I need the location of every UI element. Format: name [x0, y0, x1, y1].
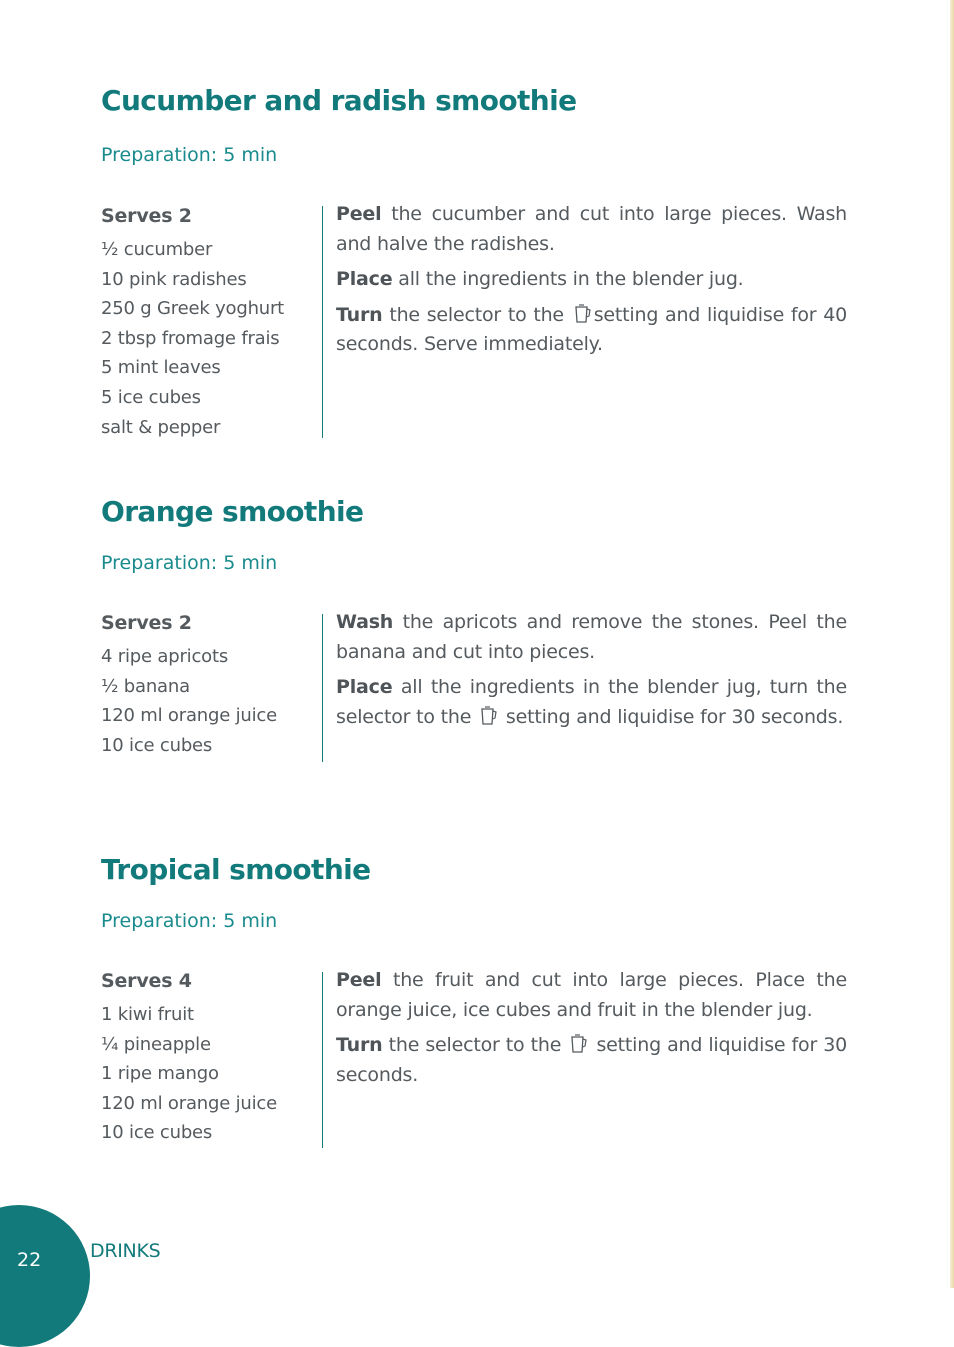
ingredient-item: salt & pepper — [101, 416, 221, 438]
step: Wash the apricots and remove the stones. Peel the banana and cut into pieces. — [336, 611, 847, 663]
ingredient-item: 2 tbsp fromage frais — [101, 327, 280, 349]
recipe-cucumber-radish — [101, 84, 847, 438]
column-divider — [322, 614, 323, 762]
method-steps — [336, 200, 847, 366]
ingredient-item: 120 ml orange juice — [101, 705, 277, 727]
step-verb: Peel — [336, 203, 382, 225]
ingredient-item: 250 g Greek yoghurt — [101, 298, 285, 320]
serves-label: Serves 2 — [101, 612, 192, 634]
blender-jug-icon — [479, 706, 498, 726]
recipe-title: Orange smoothie — [101, 495, 364, 528]
step: Turn the selector to the setting and liquidise for 40 seconds. Serve immediately. — [336, 303, 847, 355]
step: Turn the selector to the setting and liquidise for 30 seconds. — [336, 1034, 848, 1086]
ingredient-item: 5 ice cubes — [101, 386, 201, 408]
page-edge — [950, 0, 954, 1288]
ingredients-list — [101, 611, 311, 760]
section-label: DRINKS — [90, 1240, 161, 1262]
preparation-time: Preparation: 5 min — [101, 144, 278, 166]
ingredient-item: 10 pink radishes — [101, 268, 247, 290]
ingredient-item: 5 mint leaves — [101, 357, 221, 379]
step-verb: Place — [336, 268, 393, 290]
preparation-time: Preparation: 5 min — [101, 552, 278, 574]
step-verb: Turn — [336, 1034, 383, 1056]
ingredient-item: ½ cucumber — [101, 239, 213, 260]
ingredient-item: 120 ml orange juice — [101, 1092, 277, 1114]
ingredient-item: 1 kiwi fruit — [101, 1004, 194, 1025]
page-number-badge — [0, 1205, 90, 1347]
blender-jug-icon — [569, 1034, 588, 1054]
ingredient-item: 10 ice cubes — [101, 1122, 213, 1144]
ingredient-item: 10 ice cubes — [101, 734, 213, 756]
method-steps — [336, 966, 847, 1096]
method-steps — [336, 608, 847, 738]
recipe-tropical — [101, 853, 848, 1144]
step-verb: Wash — [336, 611, 394, 633]
preparation-time: Preparation: 5 min — [101, 910, 278, 932]
ingredient-item: 4 ripe apricots — [101, 646, 228, 667]
ingredient-item: ¼ pineapple — [101, 1033, 211, 1055]
blender-jug-icon — [573, 304, 592, 324]
ingredient-item: ½ banana — [101, 675, 190, 697]
step-verb: Peel — [336, 969, 382, 991]
recipe-title: Cucumber and radish smoothie — [101, 84, 577, 117]
serves-label: Serves 2 — [101, 205, 192, 227]
step-verb: Turn — [336, 303, 383, 326]
step: Peel the fruit and cut into large pieces. Place the orange juice, ice cubes and fruit in the blender jug. — [336, 969, 847, 1021]
page-number: 22 — [17, 1249, 42, 1271]
ingredients-list — [101, 969, 311, 1148]
ingredient-item: 1 ripe mango — [101, 1063, 219, 1085]
recipe-title: Tropical smoothie — [101, 853, 371, 886]
step: Place all the ingredients in the blender jug. — [336, 268, 744, 290]
ingredients-list — [101, 204, 311, 442]
step-verb: Place — [336, 676, 393, 698]
serves-label: Serves 4 — [101, 970, 192, 992]
column-divider — [322, 206, 323, 438]
recipe-orange — [101, 495, 847, 756]
step: Peel the cucumber and cut into large pieces. Wash and halve the radishes. — [336, 203, 847, 255]
step: Place all the ingredients in the blender jug, turn the selector to the setting and liquidise for 30 seconds. — [336, 676, 847, 728]
column-divider — [322, 972, 323, 1148]
